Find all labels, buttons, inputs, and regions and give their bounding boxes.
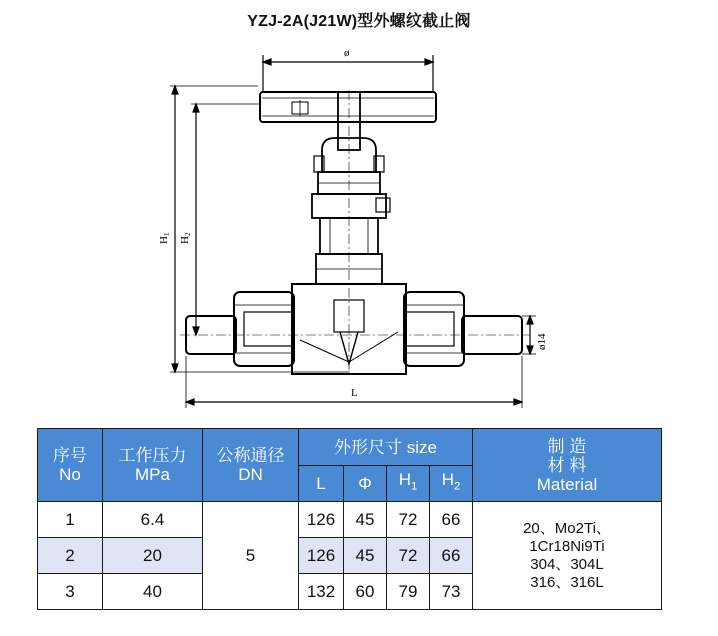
page-title: YZJ-2A(J21W)型外螺纹截止阀 bbox=[247, 13, 471, 30]
handle-bar bbox=[260, 92, 436, 122]
cell-h2: 66 bbox=[430, 538, 473, 574]
cell-h1: 79 bbox=[387, 574, 430, 610]
cell-l: 132 bbox=[299, 574, 344, 610]
table-row bbox=[38, 502, 662, 538]
specification-table bbox=[37, 428, 662, 610]
cell-h2: 73 bbox=[430, 574, 473, 610]
header-pressure: 工作压力 MPa bbox=[103, 429, 203, 502]
cell-pressure: 40 bbox=[103, 574, 203, 610]
cell-h1: 72 bbox=[387, 538, 430, 574]
cell-material: 20、Mo2Ti、 1Cr18Ni9Ti 304、304L 316、316L bbox=[473, 502, 662, 610]
h2-dimension-label: H2 bbox=[179, 232, 192, 244]
subheader-l: L bbox=[299, 466, 344, 502]
right-fitting bbox=[404, 292, 464, 366]
cell-h1: 72 bbox=[387, 502, 430, 538]
cell-no: 1 bbox=[38, 502, 103, 538]
cell-l: 126 bbox=[299, 502, 344, 538]
cell-l: 126 bbox=[299, 538, 344, 574]
subheader-h1: $H_1$ bbox=[387, 466, 430, 502]
d14-dimension-label: ø14 bbox=[536, 333, 548, 350]
header-size: 外形尺寸 size bbox=[299, 429, 473, 466]
subheader-phi: Φ bbox=[344, 466, 387, 502]
cell-pressure: 20 bbox=[103, 538, 203, 574]
left-fitting bbox=[234, 292, 294, 366]
cell-phi: 45 bbox=[344, 502, 387, 538]
header-no: 序号 No bbox=[38, 429, 103, 502]
phi-dimension-label: ø bbox=[344, 47, 350, 59]
h1-dimension-label: H1 bbox=[158, 232, 171, 244]
l-dimension-label: L bbox=[351, 387, 358, 399]
cell-no: 3 bbox=[38, 574, 103, 610]
subheader-h2: $H_2$ bbox=[430, 466, 473, 502]
cell-phi: 45 bbox=[344, 538, 387, 574]
valve-technical-drawing bbox=[0, 30, 718, 425]
cell-phi: 60 bbox=[344, 574, 387, 610]
cell-dn: 5 bbox=[203, 502, 299, 610]
cell-h2: 66 bbox=[430, 502, 473, 538]
cell-pressure: 6.4 bbox=[103, 502, 203, 538]
header-material: 制 造 材 料 Material bbox=[473, 429, 662, 502]
cell-no: 2 bbox=[38, 538, 103, 574]
header-dn: 公称通径 DN bbox=[203, 429, 299, 502]
